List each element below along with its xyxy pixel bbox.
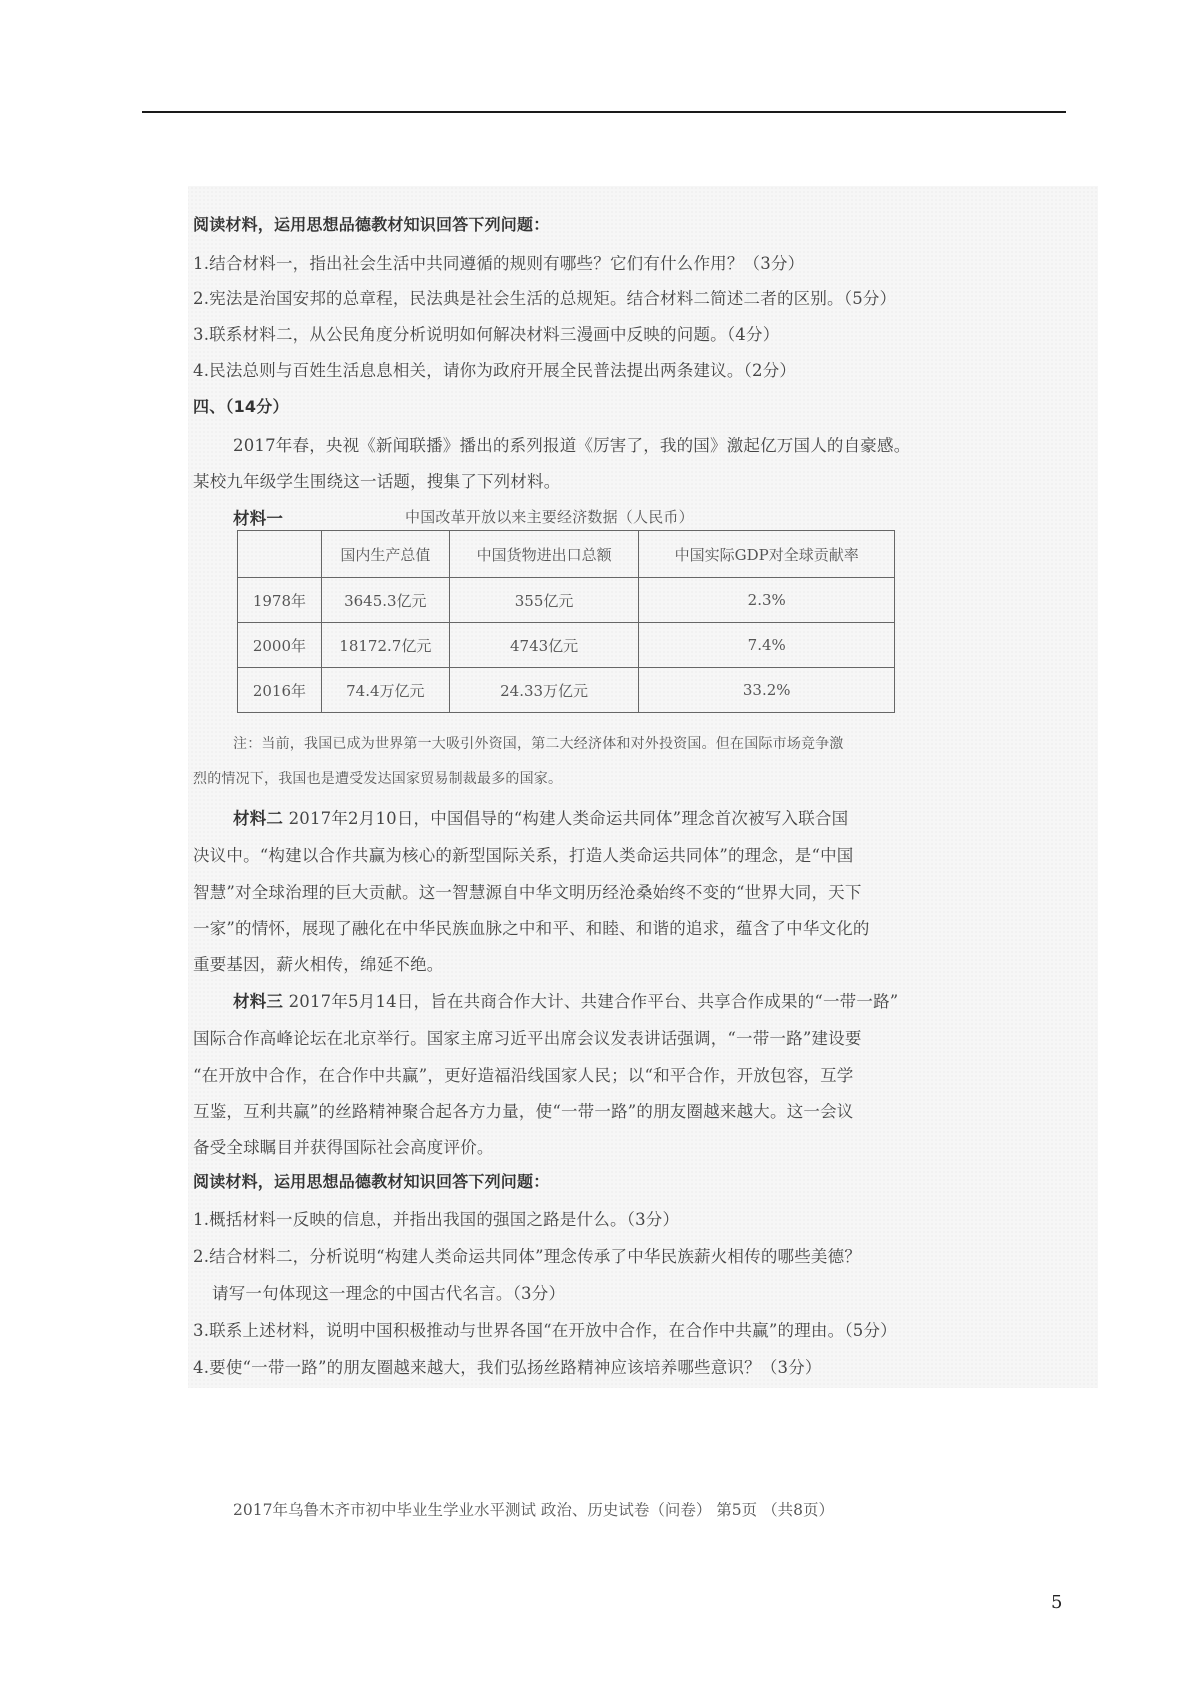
exam-footer: 2017年乌鲁木齐市初中毕业生学业水平测试 政治、历史试卷（问卷） 第5页 （共8页） [233,1501,834,1519]
question-item-continuation: 请写一句体现这一理念的中国古代名言。（3分） [212,1284,566,1303]
material-two-line: 一家”的情怀，展现了融化在中华民族血脉之中和平、和睦、和谐的追求，蕴含了中华文化的 [193,919,870,938]
table-caption: 中国改革开放以来主要经济数据（人民币） [405,508,694,526]
material-two-first-line [233,805,848,829]
table-cell: 4743亿元 [449,623,639,668]
question-item: 2.宪法是治国安邦的总章程，民法典是社会生活的总规矩。结合材料二简述二者的区别。（5分） [193,289,897,308]
table-cell: 2.3% [639,578,895,623]
material-three-line: “在开放中合作，在合作中共赢”，更好造福沿线国家人民；以“和平合作，开放包容，互学 [193,1066,854,1085]
material-two-line: 智慧”对全球治理的巨大贡献。这一智慧源自中华文明历经沧桑始终不变的“世界大同，天下 [193,883,862,902]
table-row [238,668,895,713]
material-three-line: 国际合作高峰论坛在北京举行。国家主席习近平出席会议发表讲话强调，“一带一路”建设要 [193,1029,862,1048]
intro-line: 某校九年级学生围绕这一话题，搜集了下列材料。 [193,472,561,491]
question-item: 4.要使“一带一路”的朋友圈越来越大，我们弘扬丝路精神应该培养哪些意识？（3分） [193,1358,822,1377]
table-cell: 74.4万亿元 [321,668,449,713]
material-two-label: 材料二 [233,809,284,828]
table-cell: 2000年 [238,623,322,668]
material-three-text: 2017年5月14日，旨在共商合作大计、共建合作平台、共享合作成果的“一带一路” [288,992,899,1011]
question-item: 3.联系材料二，从公民角度分析说明如何解决材料三漫画中反映的问题。（4分） [193,325,780,344]
table-header-row [238,531,895,578]
table-cell: 2016年 [238,668,322,713]
table-cell: 7.4% [639,623,895,668]
table-note-line: 烈的情况下，我国也是遭受发达国家贸易制裁最多的国家。 [193,771,563,787]
question-item: 2.结合材料二，分析说明“构建人类命运共同体”理念传承了中华民族薪火相传的哪些美德？ [193,1247,862,1266]
intro-line: 2017年春，央视《新闻联播》播出的系列报道《厉害了，我的国》激起亿万国人的自豪感。 [233,436,911,455]
table-cell: 355亿元 [449,578,639,623]
table-cell: 33.2% [639,668,895,713]
material-three-line: 备受全球瞩目并获得国际社会高度评价。 [193,1138,494,1157]
table-cell: 3645.3亿元 [321,578,449,623]
material-three-first-line [233,988,898,1012]
table-note-line: 注：当前，我国已成为世界第一大吸引外资国，第二大经济体和对外投资国。但在国际市场竞争激 [233,736,844,752]
page-number: 5 [1051,1592,1063,1613]
section-four-heading: 四、（14分） [193,397,289,416]
section-four-questions-heading: 阅读材料，运用思想品德教材知识回答下列问题： [193,1172,550,1191]
material-two-line: 决议中。“构建以合作共赢为核心的新型国际关系，打造人类命运共同体”的理念，是“中国 [193,846,854,865]
table-header-cell: 中国实际GDP对全球贡献率 [639,531,895,578]
table-cell: 24.33万亿元 [449,668,639,713]
material-one-label: 材料一 [233,509,284,528]
table-header-cell: 中国货物进出口总额 [449,531,639,578]
table-header-cell [238,531,322,578]
table-header-cell: 国内生产总值 [321,531,449,578]
question-item: 1.结合材料一，指出社会生活中共同遵循的规则有哪些？它们有什么作用？（3分） [193,254,805,273]
question-item: 1.概括材料一反映的信息，并指出我国的强国之路是什么。（3分） [193,1210,680,1229]
question-item: 3.联系上述材料，说明中国积极推动与世界各国“在开放中合作，在合作中共赢”的理由。（5分） [193,1321,897,1340]
table-cell: 1978年 [238,578,322,623]
top-rule [142,111,1066,113]
material-three-line: 互鉴，互利共赢”的丝路精神聚合起各方力量，使“一带一路”的朋友圈越来越大。这一会议 [193,1102,854,1121]
section-three-questions-heading: 阅读材料，运用思想品德教材知识回答下列问题： [193,215,550,234]
material-two-text: 2017年2月10日，中国倡导的“构建人类命运共同体”理念首次被写入联合国 [288,809,849,828]
table-cell: 18172.7亿元 [321,623,449,668]
material-two-line: 重要基因，薪火相传，绵延不绝。 [193,955,444,974]
material-three-label: 材料三 [233,992,284,1011]
question-item: 4.民法总则与百姓生活息息相关，请你为政府开展全民普法提出两条建议。（2分） [193,361,797,380]
table-row [238,623,895,668]
economic-data-table [237,530,895,713]
table-row [238,578,895,623]
